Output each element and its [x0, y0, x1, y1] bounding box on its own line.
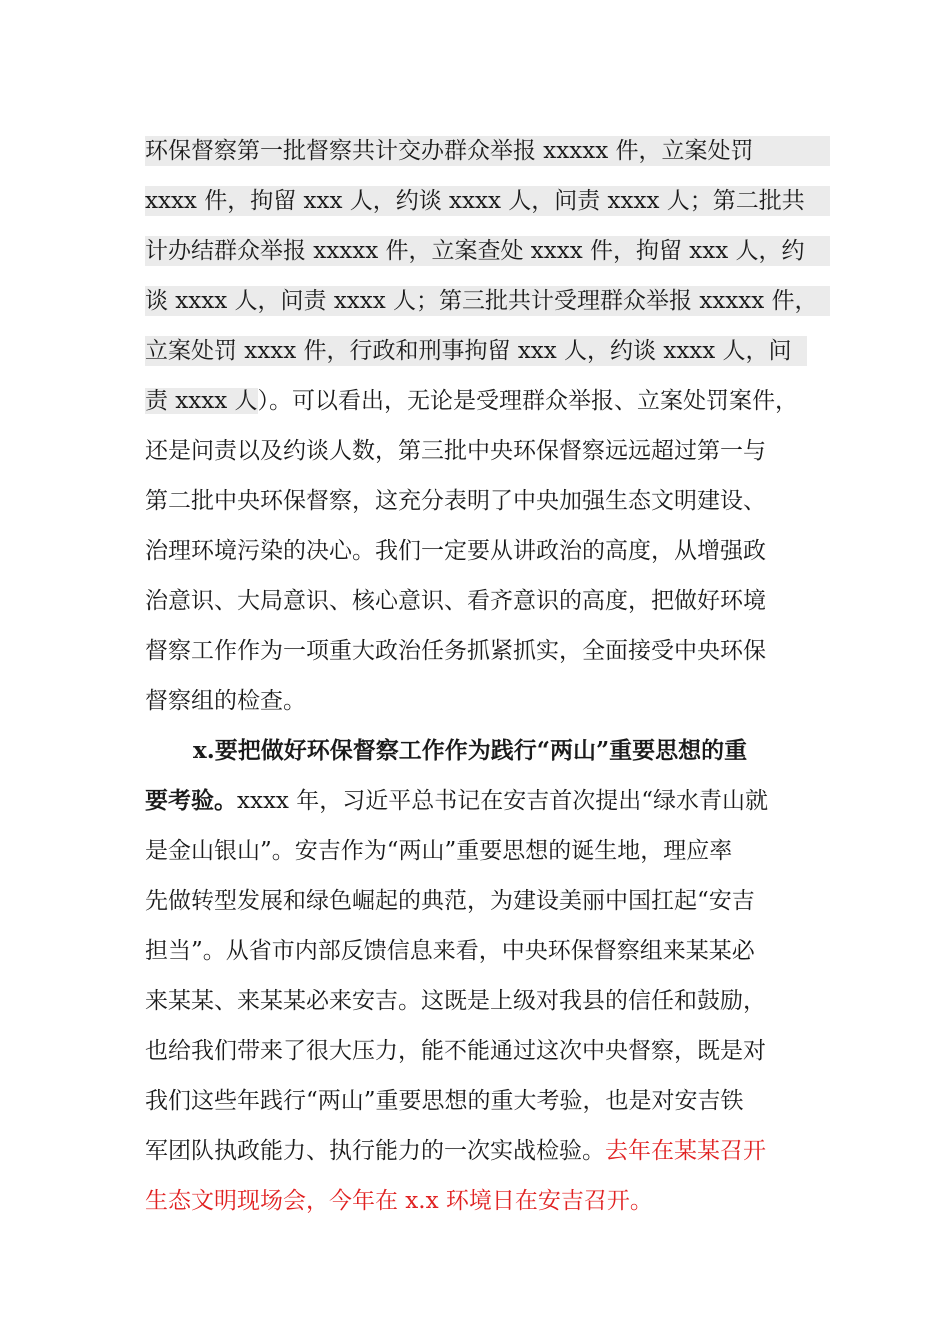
paragraph-line: 担当”。从省市内部反馈信息来看，中央环保督察组来某某必	[145, 938, 755, 964]
section-heading: x.要把做好环保督察工作作为践行“两山”重要思想的重	[193, 737, 748, 764]
red-annotation-line: 生态文明现场会，今年在 x.x 环境日在安吉召开。	[145, 1188, 653, 1214]
paragraph-line: xxxx 件，拘留 xxx 人，约谈 xxxx 人，问责 xxxx 人；第二批共	[145, 186, 830, 216]
shaded-text: 责 xxxx 人	[145, 388, 258, 414]
paragraph-line: 也给我们带来了很大压力，能不能通过这次中央督察，既是对	[145, 1038, 766, 1064]
paragraph-line: 督察组的检查。	[145, 688, 306, 714]
paragraph-line	[145, 1136, 766, 1166]
paragraph-line: 第二批中央环保督察，这充分表明了中央加强生态文明建设、	[145, 488, 766, 514]
red-annotation-text: 去年在某某召开	[605, 1138, 766, 1164]
paragraph-line: 计办结群众举报 xxxxx 件，立案查处 xxxx 件，拘留 xxx 人，约	[145, 236, 830, 266]
paragraph-line: 还是问责以及约谈人数，第三批中央环保督察远远超过第一与	[145, 438, 766, 464]
paragraph-line: 环保督察第一批督察共计交办群众举报 xxxxx 件，立案处罚	[145, 136, 830, 166]
paragraph-line	[145, 786, 768, 816]
plain-text: 军团队执政能力、执行能力的一次实战检验。	[145, 1138, 605, 1164]
paragraph-line: 治理环境污染的决心。我们一定要从讲政治的高度，从增强政	[145, 538, 766, 564]
paragraph-line: 先做转型发展和绿色崛起的典范，为建设美丽中国扛起“安吉	[145, 888, 755, 914]
section-heading-end: 要考验。	[145, 787, 237, 814]
paragraph-line	[145, 386, 798, 416]
paragraph-line: 治意识、大局意识、核心意识、看齐意识的高度，把做好环境	[145, 588, 766, 614]
paragraph-line: 我们这些年践行“两山”重要思想的重大考验，也是对安吉铁	[145, 1088, 744, 1114]
plain-text: ）。可以看出，无论是受理群众举报、立案处罚案件，	[257, 388, 799, 414]
paragraph-line: 谈 xxxx 人，问责 xxxx 人；第三批共计受理群众举报 xxxxx 件，	[145, 286, 830, 316]
paragraph-line: 立案处罚 xxxx 件，行政和刑事拘留 xxx 人，约谈 xxxx 人，问	[145, 336, 807, 366]
plain-text: xxxx 年，习近平总书记在安吉首次提出“绿水青山就	[237, 788, 768, 814]
paragraph-line: 是金山银山”。安吉作为“两山”重要思想的诞生地，理应率	[145, 838, 733, 864]
paragraph-line: 来某某、来某某必来安吉。这既是上级对我县的信任和鼓励，	[145, 988, 766, 1014]
paragraph-line: 督察工作作为一项重大政治任务抓紧抓实，全面接受中央环保	[145, 638, 766, 664]
